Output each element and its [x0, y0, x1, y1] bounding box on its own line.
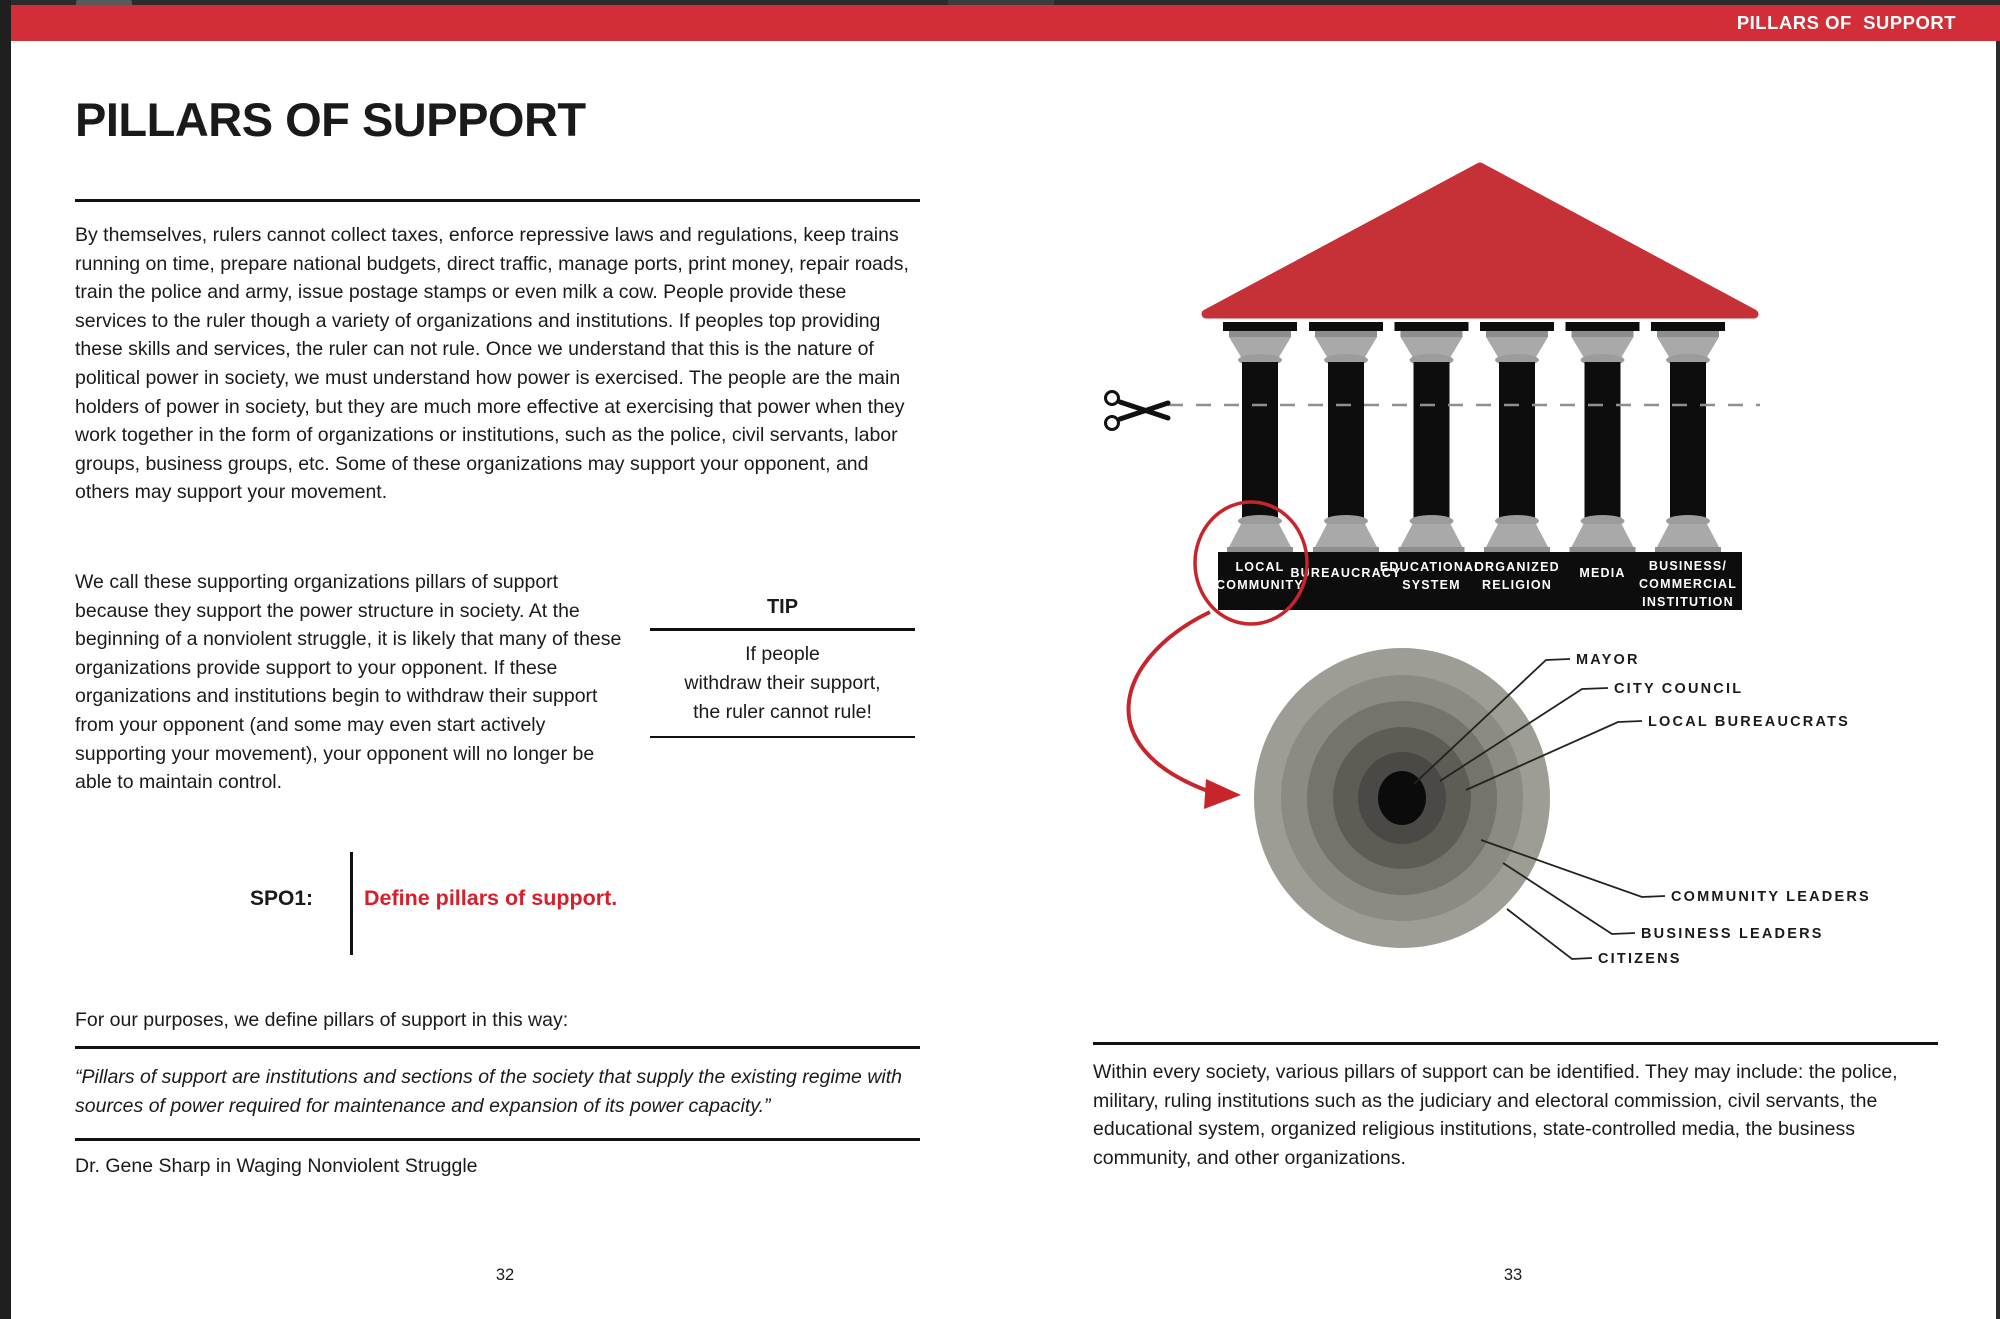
- header-banner: [11, 5, 2000, 41]
- title-divider: [75, 199, 920, 202]
- quote-text: “Pillars of support are institutions and sections of the society that supply the existing regime with sources of power required for maintenance and expansion of its power capacity.”: [75, 1066, 902, 1117]
- quote-attribution: Dr. Gene Sharp in Waging Nonviolent Struggle: [75, 1155, 478, 1177]
- page-number-right: 33: [1503, 1266, 1523, 1284]
- quote-divider-bottom: [75, 1138, 920, 1141]
- pillar-label: BUREAUCRACY: [1290, 566, 1402, 580]
- ring-label-local-bureaucrats: LOCAL BUREAUCRATS: [1648, 714, 1850, 730]
- page-number-left: 32: [495, 1266, 515, 1284]
- pillar-label: RELIGION: [1481, 578, 1553, 592]
- header-banner-title: PILLARS OF SUPPORT: [1736, 12, 1956, 33]
- pillar-label: INSTITUTION: [1642, 595, 1734, 609]
- temple-pillar: [1395, 322, 1469, 553]
- pillar-label: COMMUNITY: [1216, 578, 1304, 592]
- pillar-label: EDUCATIONAL: [1379, 560, 1484, 574]
- pillar-label: BUSINESS/: [1648, 559, 1728, 573]
- caption-divider: [1093, 1042, 1938, 1045]
- tip-heading: TIP: [766, 596, 799, 618]
- tip-line: If people: [745, 642, 820, 665]
- ring-label-mayor: MAYOR: [1576, 652, 1640, 668]
- tip-line: withdraw their support,: [684, 671, 881, 694]
- pillars-illustration: [1080, 140, 1960, 1000]
- highlight-arrowhead: [1204, 779, 1241, 809]
- tip-divider-top: [650, 628, 915, 631]
- caption-paragraph: Within every society, various pillars of support can be identified. They may include: the police, military, ruling institutions such as the judiciary and electoral commission, civil servants, the educational system, organized religious institutions, state-controlled media, the business community, and other organizations.: [1093, 1061, 1898, 1169]
- pillar-label: SYSTEM: [1402, 578, 1461, 592]
- scissors-icon: [1106, 392, 1169, 430]
- page-edge-left: [0, 0, 11, 1319]
- ring-label-business-leaders: BUSINESS LEADERS: [1641, 926, 1824, 942]
- pillar-label: COMMERCIAL: [1638, 577, 1738, 591]
- ring-label-citizens: CITIZENS: [1598, 951, 1682, 967]
- temple-roof: [1206, 167, 1754, 314]
- support-paragraph: We call these supporting organizations pillars of support because they support the power structure in society. At the beginning of a nonviolent struggle, it is likely that many of these organizations provide support to your opponent. If these organizations and institutions begin to withdraw their support from your opponent (and some may even start actively supporting your movement), your opponent will no longer be able to maintain control.: [75, 571, 622, 794]
- temple-pillar: [1309, 322, 1383, 553]
- tip-box: [650, 596, 915, 747]
- temple-pillar: [1223, 322, 1297, 553]
- highlight-arrow: [1129, 612, 1210, 791]
- objective-text: Define pillars of support.: [364, 886, 618, 910]
- pillar-label: MEDIA: [1579, 566, 1626, 580]
- temple-pillar: [1480, 322, 1554, 553]
- quote-divider-top: [75, 1046, 920, 1049]
- community-rings: [1254, 648, 1550, 948]
- ring-label-community-leaders: COMMUNITY LEADERS: [1671, 889, 1871, 905]
- tip-line: the ruler cannot rule!: [693, 700, 872, 723]
- temple-pillar: [1651, 322, 1725, 553]
- definition-lead: For our purposes, we define pillars of support in this way:: [75, 1009, 569, 1031]
- page-title: PILLARS OF SUPPORT: [75, 93, 586, 146]
- tip-divider-bottom: [650, 736, 915, 739]
- tip-text: [650, 640, 915, 727]
- objective-code: SPO1:: [250, 887, 314, 910]
- temple-pillar: [1566, 322, 1640, 553]
- page-edge-right: [1996, 0, 2000, 1319]
- ring-label-city-council: CITY COUNCIL: [1614, 681, 1744, 697]
- objective-divider: [350, 852, 353, 955]
- temple-pillars: [1223, 322, 1725, 553]
- pillar-label: ORGANIZED: [1474, 560, 1560, 574]
- pillar-label: LOCAL: [1235, 560, 1285, 574]
- intro-paragraph: By themselves, rulers cannot collect taxes, enforce repressive laws and regulations, keep trains running on time, prepare national budgets, direct traffic, manage ports, print money, repair roads, train the police and army, issue postage stamps or even milk a cow. People provide these services to the ruler though a variety of organizations and institutions. If peoples top providing these skills and services, the ruler can not rule. Once we understand that this is the nature of political power in society, we must understand how power is exercised. The people are the main holders of power in society, but they are much more effective at exercising that power when they work together in the form of organizations or institutions, such as the police, civil servants, labor groups, business groups, etc. Some of these organizations may support your opponent, and others may support your movement.: [75, 224, 909, 504]
